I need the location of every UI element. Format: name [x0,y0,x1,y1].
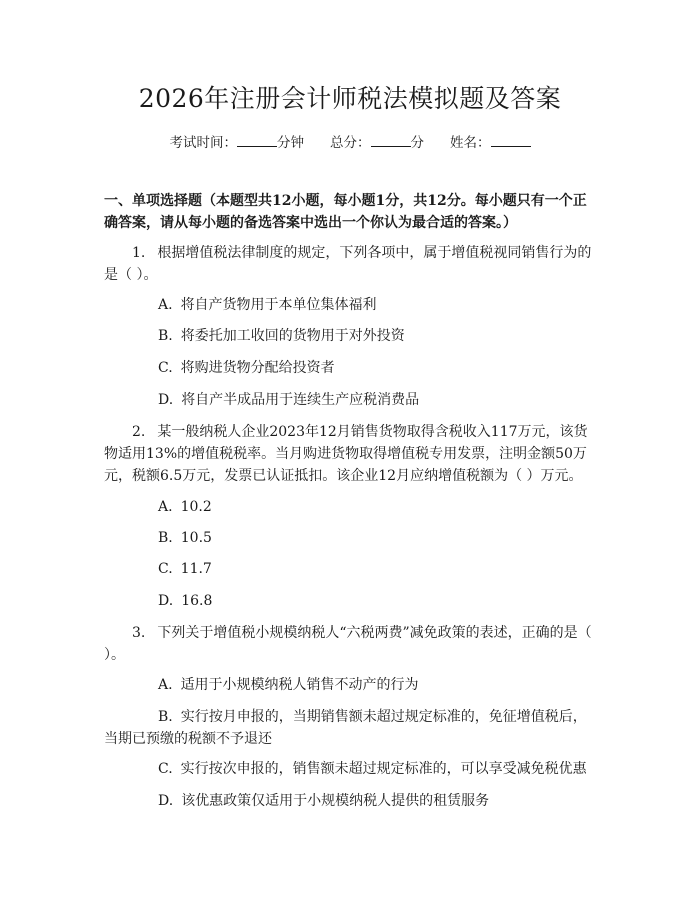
question-3-option-c [104,758,598,780]
question-text: 根据增值税法律制度的规定，下列各项中，属于增值税视同销售行为的是（ ）。 [104,245,592,283]
time-unit: 分钟 [277,135,304,151]
option-text: 10.2 [180,499,212,515]
exam-info-line [0,132,700,153]
question-3-option-d [104,790,598,812]
question-2-option-a [104,496,598,518]
question-1 [104,242,598,286]
option-letter: B. [158,328,173,344]
option-text: 16.8 [181,593,213,609]
option-text: 10.5 [180,530,212,546]
question-2 [104,421,598,487]
question-number: 2. [132,424,146,440]
question-number: 1. [132,245,146,261]
name-label: 姓名： [450,135,491,151]
option-letter: B. [158,530,173,546]
time-label: 考试时间： [169,135,237,151]
question-1-option-d [104,389,598,411]
option-text: 将购进货物分配给投资者 [180,360,335,376]
name-blank [491,132,531,147]
score-blank [371,132,411,147]
option-text: 将委托加工收回的货物用于对外投资 [180,328,405,344]
option-letter: A. [158,499,173,515]
option-letter: A. [158,297,173,313]
option-letter: C. [158,561,173,577]
option-text: 将自产半成品用于连续生产应税消费品 [181,392,420,408]
option-text: 将自产货物用于本单位集体福利 [180,297,377,313]
option-letter: C. [158,761,173,777]
question-2-option-d [104,590,598,612]
question-1-option-a [104,294,598,316]
option-letter: A. [158,677,173,693]
question-number: 3. [132,625,146,641]
option-letter: D. [158,593,174,609]
option-letter: D. [158,392,174,408]
option-text: 实行按月申报的，当期销售额未超过规定标准的，免征增值税后，当期已预缴的税额不予退还 [104,709,587,747]
option-text: 适用于小规模纳税人销售不动产的行为 [180,677,419,693]
option-letter: D. [158,793,174,809]
question-text: 下列关于增值税小规模纳税人“六税两费”减免政策的表述，正确的是（ ）。 [104,625,592,663]
option-text: 11.7 [180,561,212,577]
question-1-option-c [104,357,598,379]
score-unit: 分 [410,135,424,151]
question-2-option-b [104,527,598,549]
question-text: 某一般纳税人企业2023年12月销售货物取得含税收入117万元，该货物适用13%的增值税税率。当月购进货物取得增值税专用发票，注明金额50万元，税额6.5万元，发票已认证抵扣。该企业12月应纳增值税额为（ ）万元。 [104,424,588,484]
option-text: 实行按次申报的，销售额未超过规定标准的，可以享受减免税优惠 [180,761,587,777]
score-label: 总分： [330,135,371,151]
question-1-option-b [104,325,598,347]
section-heading: 一、单项选择题（本题型共12小题，每小题1分，共12分。每小题只有一个正确答案，请从每小题的备选答案中选出一个你认为最合适的答案。） [104,193,587,231]
option-letter: C. [158,360,173,376]
question-3 [104,622,598,666]
option-text: 该优惠政策仅适用于小规模纳税人提供的租赁服务 [181,793,490,809]
question-2-option-c [104,558,598,580]
time-blank [237,132,277,147]
question-3-option-b [104,706,598,750]
question-3-option-a [104,674,598,696]
page-title: 2026年注册会计师税法模拟题及答案 [138,84,562,113]
option-letter: B. [158,709,173,725]
